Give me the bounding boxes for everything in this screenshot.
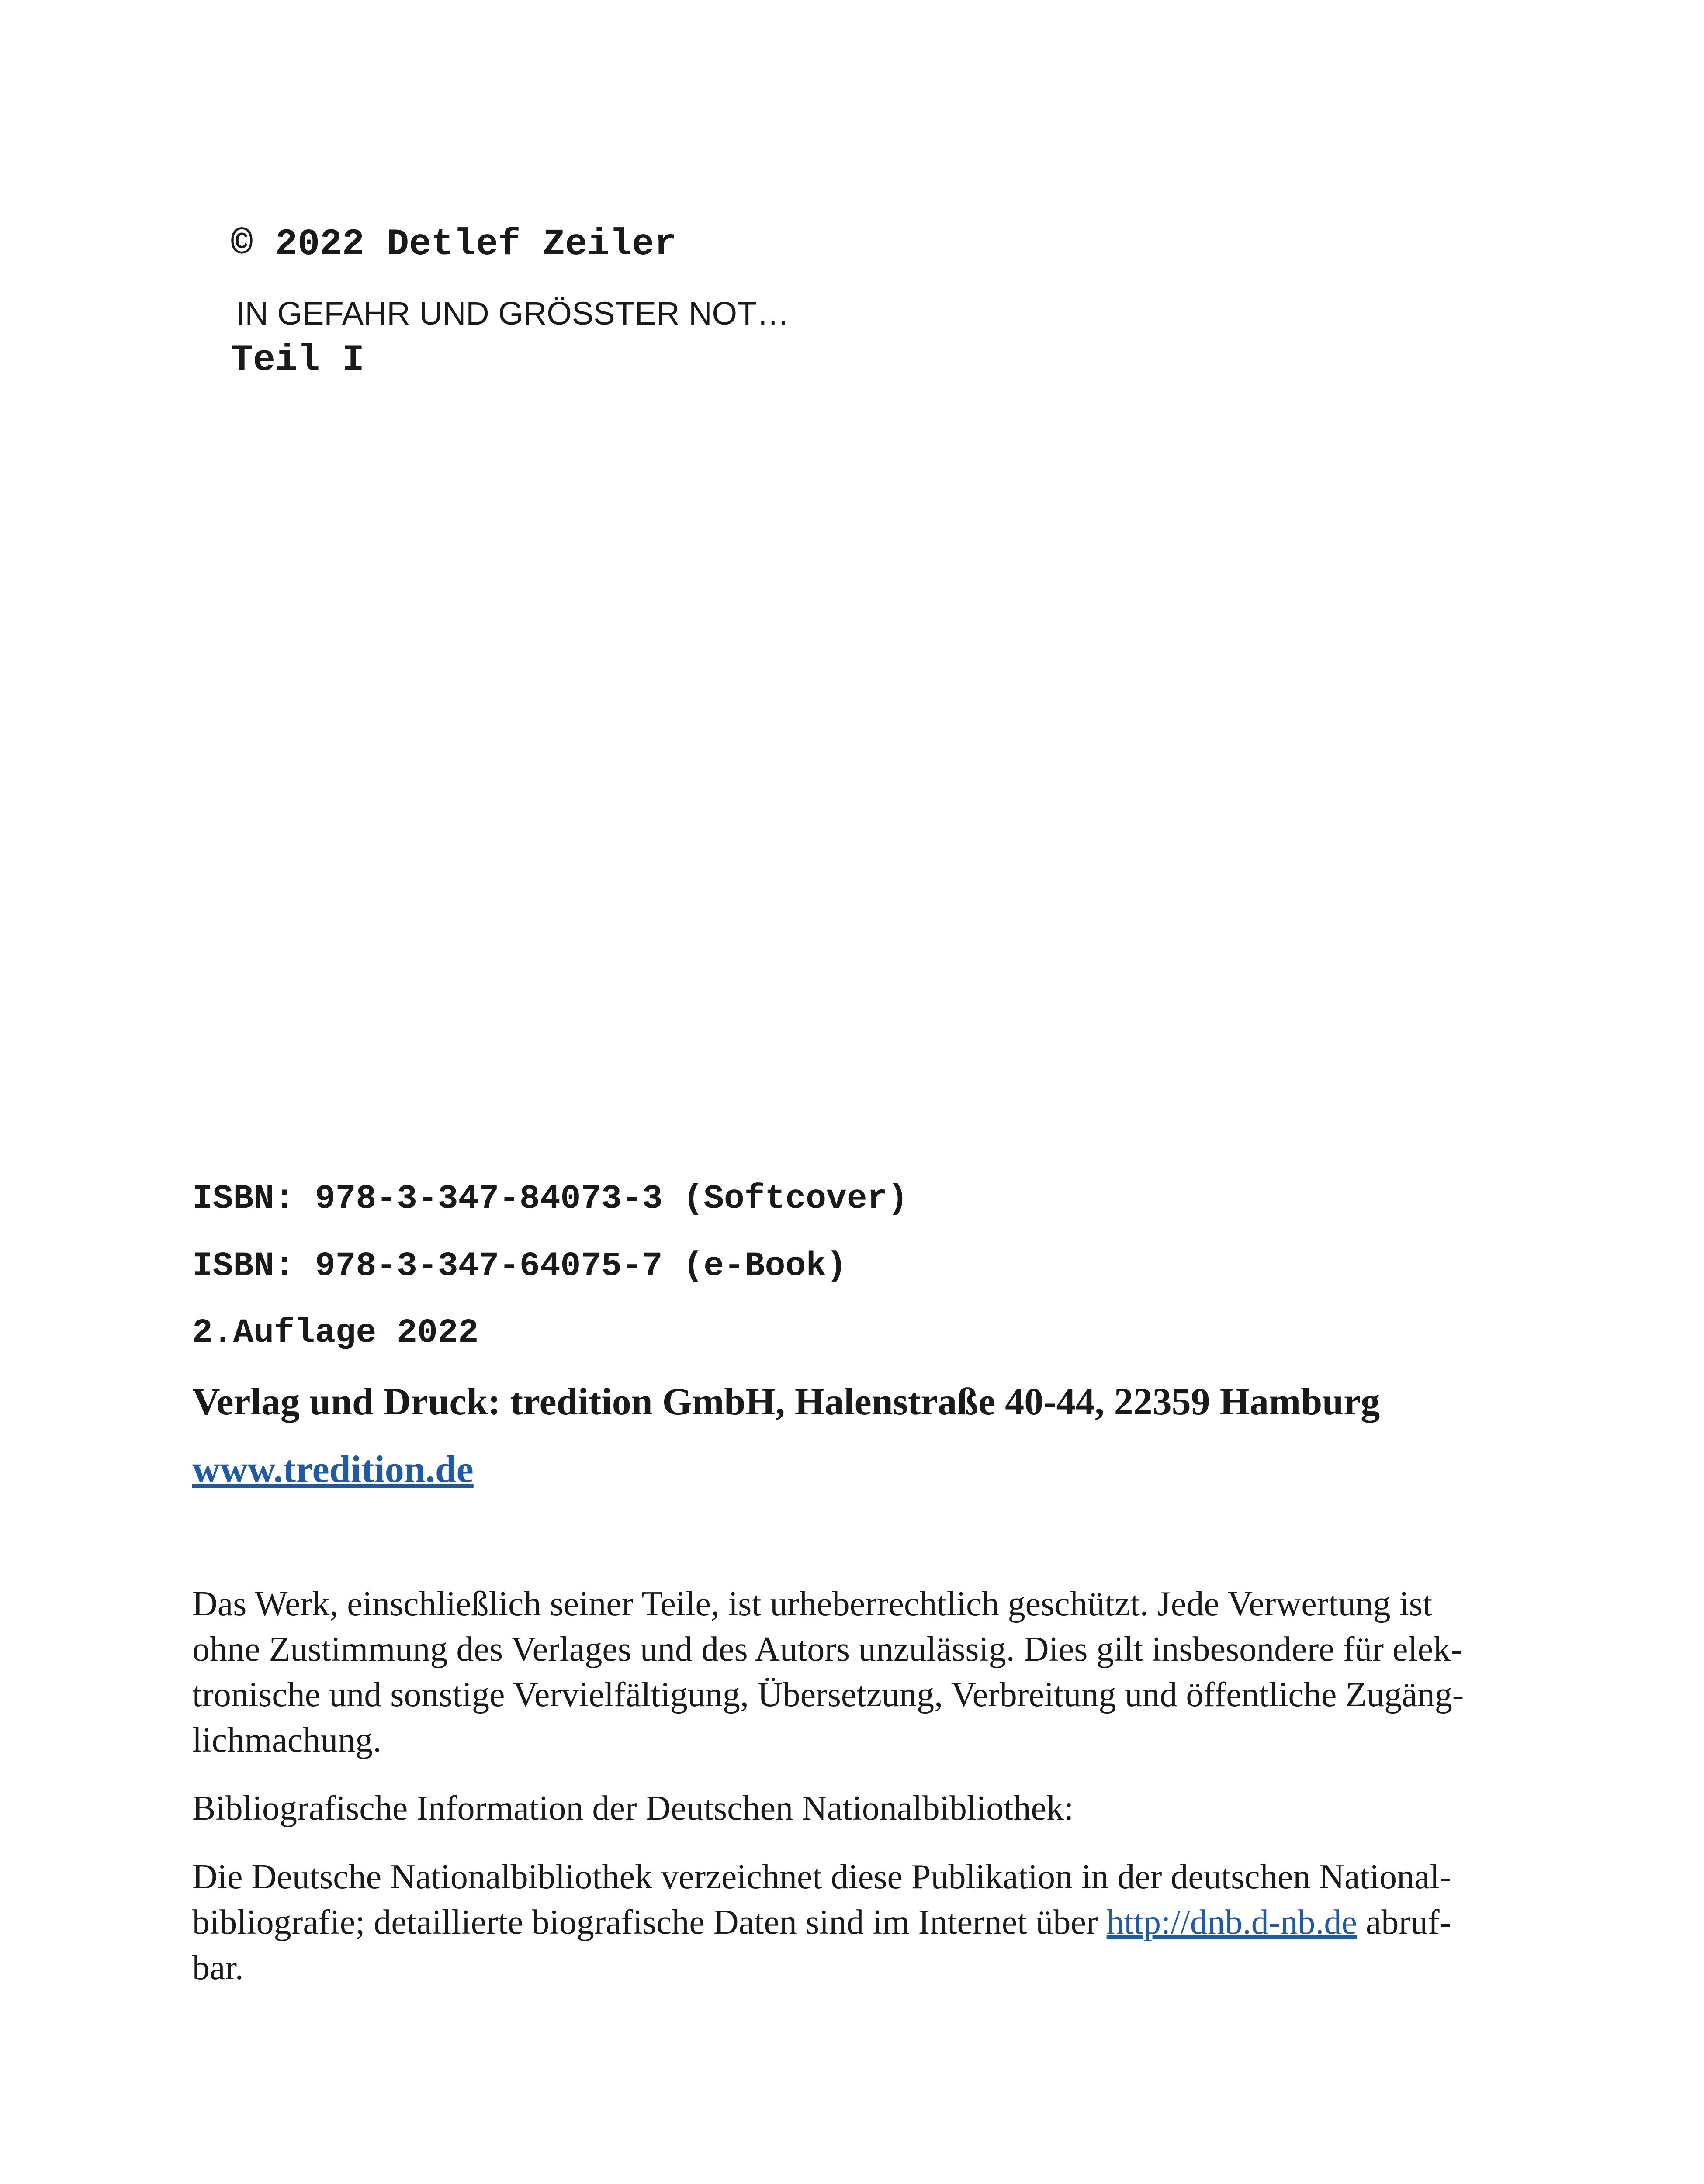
isbn-ebook: ISBN: 978-3-347-64075-7 (e-Book) xyxy=(192,1247,847,1286)
dnb-link[interactable]: http://dnb.d-nb.de xyxy=(1106,1903,1357,1942)
book-part: Teil I xyxy=(231,339,365,381)
bibliographic-heading-text: Bibliografische Information der Deutschen Nationalbibliothek: xyxy=(192,1789,1074,1828)
publisher-info: Verlag und Druck: tredition GmbH, Halenstraße 40-44, 22359 Hamburg xyxy=(192,1381,1380,1423)
dnb-line: bar. xyxy=(192,1949,244,1987)
edition-info: 2.Auflage 2022 xyxy=(192,1314,479,1352)
isbn-softcover: ISBN: 978-3-347-84073-3 (Softcover) xyxy=(192,1180,908,1218)
book-title: IN GEFAHR UND GRÖSSTER NOT… xyxy=(236,295,790,332)
dnb-line-prefix: bibliografie; detaillierte biografische Daten sind im Internet über xyxy=(192,1903,1107,1942)
dnb-line xyxy=(192,1900,1529,1945)
rights-line: Das Werk, einschließlich seiner Teile, ist urheberrechtlich geschützt. Jede Verwertung ist xyxy=(192,1585,1433,1623)
dnb-line: Die Deutsche Nationalbibliothek verzeichnet diese Publikation in der deutschen National- xyxy=(192,1858,1451,1896)
rights-paragraph xyxy=(192,1581,1529,1763)
dnb-paragraph xyxy=(192,1854,1529,1990)
publisher-website-link[interactable]: www.tredition.de xyxy=(192,1448,474,1491)
copyright-notice: © 2022 Detlef Zeiler xyxy=(231,223,677,266)
rights-line: lichmachung. xyxy=(192,1721,382,1759)
dnb-line-suffix: abruf- xyxy=(1357,1903,1451,1942)
rights-line: tronische und sonstige Vervielfältigung, Übersetzung, Verbreitung und öffentliche Zugäng- xyxy=(192,1676,1464,1714)
bibliographic-heading xyxy=(192,1786,1529,1831)
rights-line: ohne Zustimmung des Verlages und des Autors unzulässig. Dies gilt insbesondere für elek- xyxy=(192,1630,1462,1669)
